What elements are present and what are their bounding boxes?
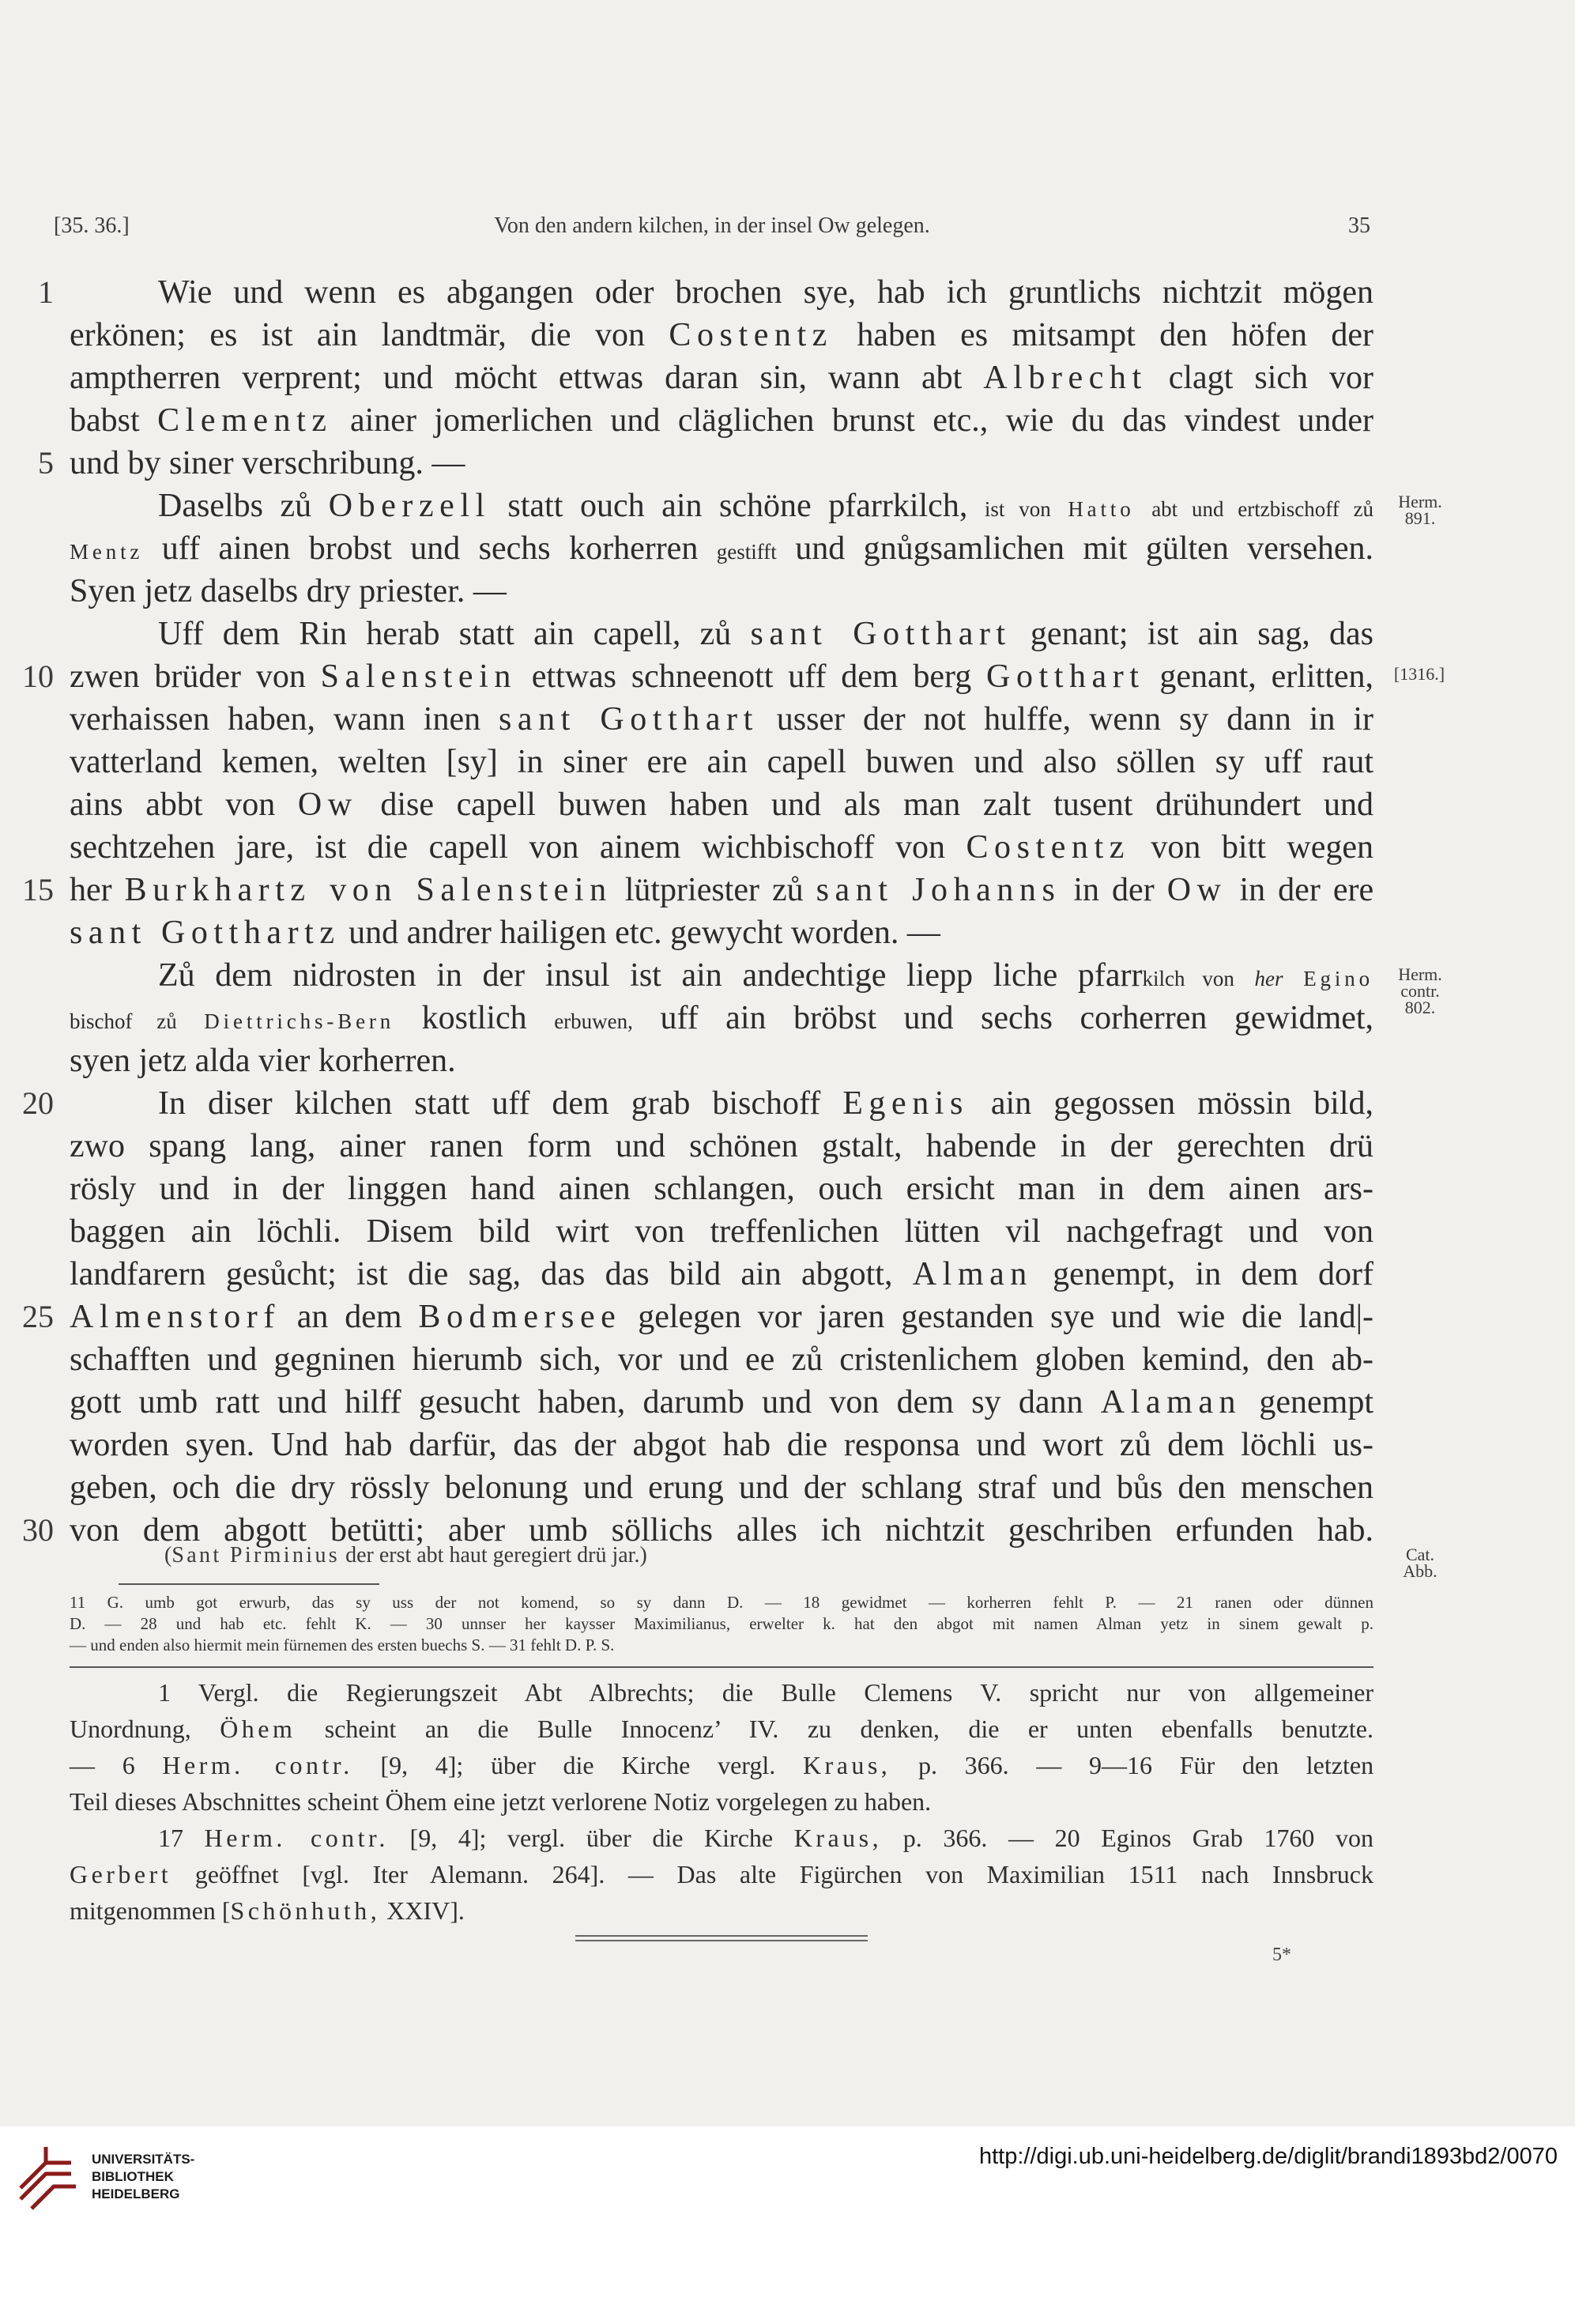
text-line: Zů dem nidrosten in der insul ist ain andechtige liepp liche pfarrkilch von her Egino [158, 957, 1373, 994]
variant-line: D. — 28 und hab etc. fehlt K. — 30 unnser her kaysser Maximilianus, erwelter k. hat den abgot mit namen Alman yetz in sinem gewalt p. [70, 1614, 1373, 1633]
text-line: sant Gotthartz und andrer hailigen etc. gewycht worden. — [70, 915, 940, 951]
library-name-line-2: BIBLIOTHEK [92, 2169, 174, 2184]
text-line: her Burkhartz von Salenstein lütpriester zů sant Johanns in der Ow in der ere [70, 872, 1374, 908]
text-line: und by siner verschribung. — [70, 445, 465, 481]
text-line: schafften und gegninen hierumb sich, vor und ee zů cristenlichem globen kemind, den ab- [70, 1341, 1373, 1378]
text-line: von dem abgott betütti; aber umb söllichs alles ich nichtzit geschriben erfunden hab. [70, 1512, 1373, 1549]
text-line: Syen jetz daselbs dry priester. — [70, 573, 507, 609]
margin-note-cat-abb: Cat. Abb. [1403, 1545, 1437, 1581]
text-line: baggen ain löchli. Disem bild wirt von treffenlichen lütten vil nachgefragt und von [70, 1213, 1373, 1250]
library-name-line-1: UNIVERSITÄTS- [92, 2152, 195, 2167]
margin-note-year-1316: [1316.] [1393, 664, 1445, 684]
line-number: 1 [38, 274, 54, 310]
note-line: — 6 Herm. contr. [9, 4]; über die Kirche vergl. Kraus, p. 366. — 9—16 Für den letzten [70, 1751, 1374, 1779]
margin-note-herm-contr-802: Herm. contr. 802. [1398, 964, 1442, 1017]
text-line: sechtzehen jare, ist die capell von ainem wichbischoff von Costentz von bitt wegen [70, 829, 1374, 866]
note-line: mitgenommen [Schönhuth, XXIV]. [70, 1896, 465, 1925]
text-line: gott umb ratt und hilff gesucht haben, darumb und von dem sy dann Alaman genempt [70, 1384, 1374, 1420]
text-line: syen jetz alda vier korherren. [70, 1043, 456, 1079]
text-line: worden syen. Und hab darfür, das der abgot hab die responsa und wort zů dem löchli us- [70, 1427, 1373, 1463]
page-range: [35. 36.] [54, 213, 130, 238]
text-line: zwo spang lang, ainer ranen form und schönen gstalt, habende in der gerechten drü [70, 1128, 1373, 1164]
text-line: bischof zů Diettrichs-Bern kostlich erbuwen, uff ain bröbst und sechs corherren gewidmet, [70, 1000, 1374, 1036]
end-rule-top [575, 1935, 868, 1937]
running-title: Von den andern kilchen, in der insel Ow gelegen. [494, 213, 930, 238]
signature-mark: 5* [1272, 1945, 1291, 1965]
text-line: erkönen; es ist ain landtmär, die von Costentz haben es mitsampt den höfen der [70, 317, 1374, 353]
end-rule-bottom [575, 1940, 868, 1941]
text-line: verhaissen haben, wann inen sant Gotthart usser der not hulffe, wenn sy dann in ir [70, 701, 1374, 738]
line-number: 10 [22, 658, 54, 694]
text-line: landfarern gesůcht; ist die sag, das das bild ain abgott, Alman genempt, in dem dorf [70, 1256, 1374, 1292]
note-line: Gerbert geöffnet [vgl. Iter Alemann. 264]. — Das alte Figürchen von Maximilian 1511 nach Innsbruck [70, 1860, 1373, 1888]
margin-note-herm-891: Herm. 891. [1398, 492, 1442, 528]
footnote-rule [70, 1666, 1373, 1668]
note-line: 17 Herm. contr. [9, 4]; vergl. über die Kirche Kraus, p. 366. — 20 Eginos Grab 1760 von [158, 1824, 1374, 1852]
text-line: ains abbt von Ow dise capell buwen haben und als man zalt tusent drühundert und [70, 787, 1374, 823]
text-line: amptherren verprent; und möcht ettwas daran sin, wann abt Albrecht clagt sich vor [70, 360, 1374, 396]
line-number: 20 [22, 1085, 54, 1121]
text-line: Wie und wenn es abgangen oder brochen sye, hab ich gruntlichs nichtzit mögen [158, 274, 1373, 311]
short-rule [119, 1583, 379, 1585]
source-url-link[interactable]: http://digi.ub.uni-heidelberg.de/diglit/brandi1893bd2/0070 [978, 2144, 1558, 2169]
line-number: 30 [22, 1512, 54, 1548]
library-name-line-3: HEIDELBERG [92, 2186, 180, 2201]
variant-line: — und enden also hiermit mein fürnemen des ersten buechs S. — 31 fehlt D. P. S. [70, 1635, 615, 1654]
library-logo-icon [14, 2141, 82, 2212]
text-line: Daselbs zů Oberzell statt ouch ain schöne pfarrkilch, ist von Hatto abt und ertzbischoff zů [158, 488, 1374, 524]
text-line: babst Clementz ainer jomerlichen und cläglichen brunst etc., wie du das vindest under [70, 402, 1374, 439]
text-line: Mentz uff ainen brobst und sechs korherren gestifft und gnůgsamlichen mit gülten versehen. [70, 530, 1374, 567]
line-number: 25 [22, 1299, 54, 1334]
text-line: rösly und in der linggen hand ainen schlangen, ouch ersicht man in dem ainen ars- [70, 1171, 1373, 1207]
note-line: Teil dieses Abschnittes scheint Öhem eine jetzt verlorene Notiz vorgelegen zu haben. [70, 1787, 932, 1816]
text-line: Uff dem Rin herab statt ain capell, zů sant Gotthart genant; ist ain sag, das [158, 616, 1374, 652]
line-number: 15 [22, 872, 54, 907]
text-line: In diser kilchen statt uff dem grab bischoff Egenis ain gegossen mössin bild, [158, 1085, 1374, 1122]
line-number: 5 [38, 445, 54, 481]
page-number: 35 [1348, 213, 1370, 238]
variant-line: 11 G. umb got erwurb, das sy uss der not komend, so sy dann D. — 18 gewidmet — korherren fehlt P. — 21 ranen oder dünnen [70, 1593, 1373, 1612]
running-header [54, 213, 1370, 245]
text-line: Almenstorf an dem Bodmersee gelegen vor jaren gestanden sye und wie die land|- [70, 1299, 1374, 1335]
text-line: zwen brüder von Salenstein ettwas schneenott uff dem berg Gotthart genant, erlitten, [70, 658, 1374, 695]
appendix-line: (Sant Pirminius der erst abt haut geregiert drü jar.) [164, 1543, 647, 1568]
note-line: 1 Vergl. die Regierungszeit Abt Albrechts; die Bulle Clemens V. spricht nur von allgemeiner [158, 1678, 1373, 1707]
note-line: Unordnung, Öhem scheint an die Bulle Innocenz’ IV. zu denken, die er unten ebenfalls benutzte. [70, 1715, 1374, 1743]
text-line: geben, och die dry rössly belonung und erung und der schlang straf und bůs den menschen [70, 1469, 1373, 1506]
text-line: vatterland kemen, welten [sy] in siner ere ain capell buwen und also söllen sy uff raut [70, 744, 1373, 780]
